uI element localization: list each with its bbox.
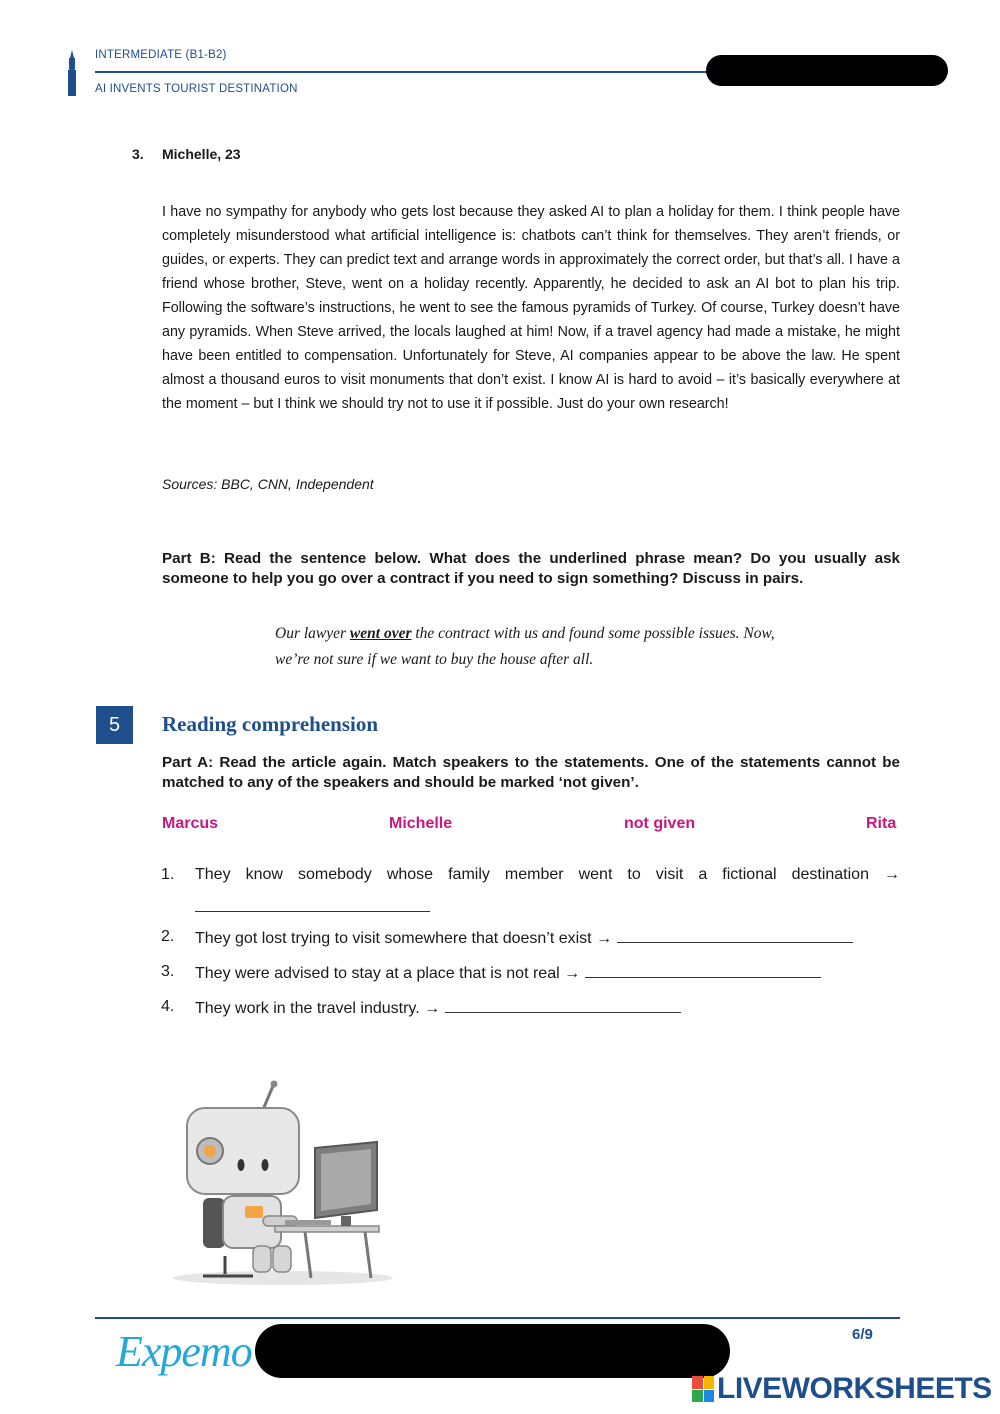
question-text: They know somebody whose family member went to visit a fictional destination →	[195, 866, 900, 883]
sources-note: Sources: BBC, CNN, Independent	[162, 476, 374, 492]
option-rita[interactable]: Rita	[866, 815, 897, 832]
redaction-bar	[706, 55, 948, 86]
quote-end: the contract with us and found some possible issues. Now, we’re not sure if we want to buy the house after all.	[275, 625, 775, 668]
underlined-phrase: went over	[349, 625, 412, 642]
part-b-instruction: Part B: Read the sentence below. What does the underlined phrase mean? Do you usually ask someone to help you go over a contract if you need to sign something? Discuss in pairs.	[162, 550, 900, 587]
answer-blank[interactable]	[617, 928, 853, 943]
option-marcus[interactable]: Marcus	[162, 815, 219, 832]
question-text: They were advised to stay at a place that is not real →	[195, 965, 581, 982]
section-title: Reading comprehension	[162, 712, 379, 736]
question-number: 2.	[161, 928, 175, 945]
speaker-number: 3.	[132, 146, 144, 162]
question-number: 1.	[161, 866, 175, 883]
part-a-instruction: Part A: Read the article again. Match speakers to the statements. One of the statements cannot be matched to any of the speakers and should be marked ‘not given’.	[162, 754, 900, 791]
liveworksheets-icon	[692, 1376, 714, 1402]
liveworksheets-brand[interactable]	[692, 1372, 992, 1406]
answer-blank[interactable]	[445, 998, 681, 1013]
speaker-paragraph: I have no sympathy for anybody who gets lost because they asked AI to plan a holiday for them. I think people have completely misunderstood what artificial intelligence is: chatbots can’t think for themselves. They aren’t friends, or guides, or experts. They can predict text and arrange words in approximately the correct order, but that’s all. I have a friend whose brother, Steve, went on a holiday recently. Apparently, he decided to ask an AI bot to plan his trip. Following the software’s instructions, he went to see the famous pyramids of Turkey. Of course, Turkey doesn’t have any pyramids. When Steve arrived, the locals laughed at him! Now, if a travel agency had made a mistake, he might have been entitled to compensation. Unfortunately for Steve, AI companies appear to be above the law. He spent almost a thousand euros to visit monuments that don’t exist. I know AI is hard to avoid – it’s basically everywhere at the moment – but I think we should try not to use it if possible. Just do your own research!	[162, 204, 900, 412]
page-number: 6/9	[852, 1326, 873, 1343]
question-number: 4.	[161, 998, 175, 1015]
example-sentence	[275, 621, 775, 673]
robot-at-computer-illustration	[165, 1078, 395, 1290]
lesson-title: AI INVENTS TOURIST DESTINATION	[95, 83, 298, 95]
question-text: They work in the travel industry. →	[195, 1000, 441, 1017]
header-divider	[95, 71, 725, 73]
question-row	[195, 998, 681, 1018]
option-not-given[interactable]: not given	[624, 815, 696, 832]
big-ben-icon	[64, 50, 80, 96]
expemo-logo: Expemo	[116, 1327, 252, 1376]
question-number: 3.	[161, 963, 175, 980]
redaction-bar	[255, 1324, 730, 1378]
level-label: INTERMEDIATE (B1-B2)	[95, 49, 227, 61]
option-michelle[interactable]: Michelle	[389, 815, 453, 832]
question-row	[195, 928, 853, 948]
liveworksheets-wordmark: LIVEWORKSHEETS	[717, 1372, 992, 1405]
answer-blank[interactable]	[585, 963, 821, 978]
question-text: They got lost trying to visit somewhere that doesn’t exist →	[195, 930, 613, 947]
question-row	[195, 963, 821, 983]
quote-start: Our lawyer	[275, 625, 350, 642]
speaker-name: Michelle, 23	[162, 146, 241, 162]
answer-blank[interactable]	[195, 896, 430, 912]
footer-divider	[95, 1317, 900, 1319]
section-number-badge: 5	[96, 706, 133, 744]
